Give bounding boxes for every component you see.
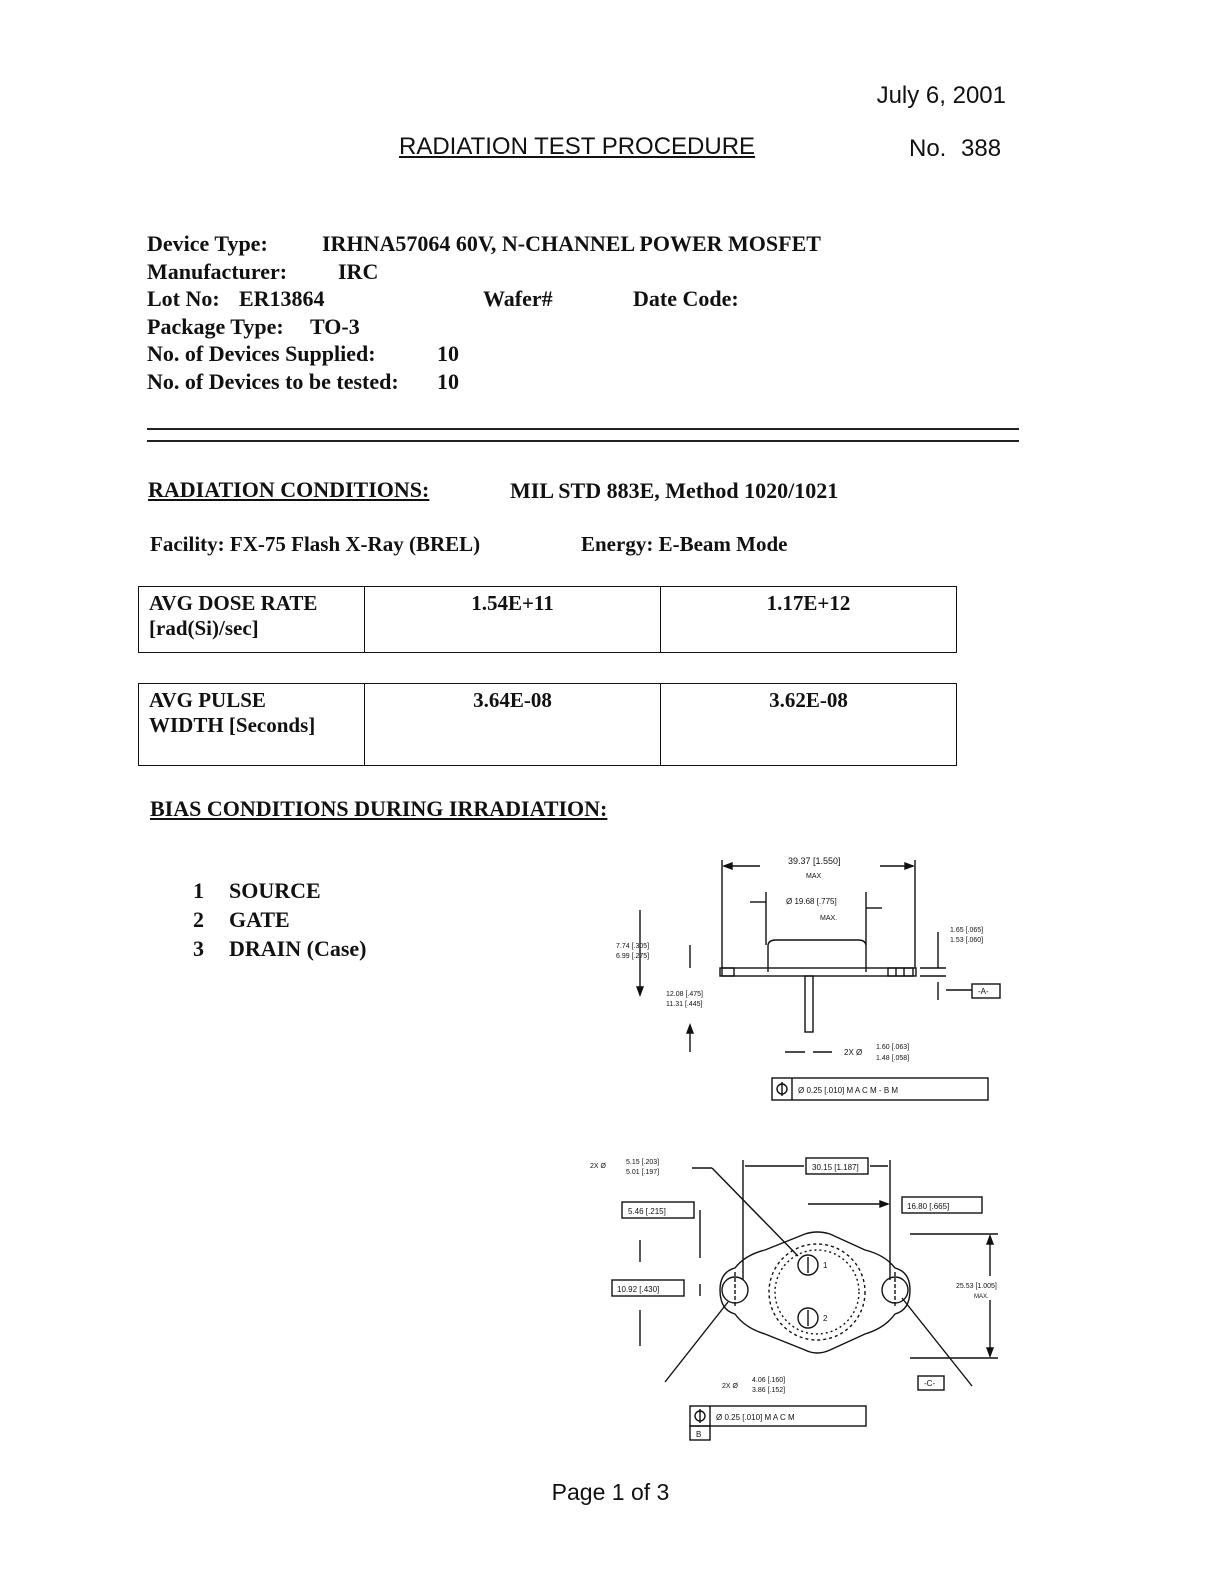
dim-pin-prefix: 2X Ø bbox=[844, 1048, 863, 1057]
lot-value: ER13864 bbox=[239, 286, 325, 311]
supplied-label: No. of Devices Supplied: bbox=[147, 341, 376, 366]
pulse-width-table bbox=[138, 683, 957, 766]
package-value: TO-3 bbox=[310, 313, 360, 339]
dim-pin-b: 1.48 [.058] bbox=[876, 1055, 910, 1062]
dim-width-text: 39.37 [1.550] bbox=[788, 856, 841, 866]
dim-height: 25.53 [1.005] bbox=[956, 1283, 997, 1290]
package-side-view-drawing bbox=[600, 850, 1020, 1110]
datum-c-label: -C- bbox=[924, 1379, 936, 1388]
pin-item-source bbox=[193, 876, 366, 905]
mount-dim-a: 4.06 [.160] bbox=[752, 1377, 786, 1384]
dose-rate-label-line1: AVG DOSE RATE bbox=[149, 591, 318, 615]
separator-rule bbox=[147, 428, 1019, 442]
pulse-width-label-line1: AVG PULSE bbox=[149, 688, 266, 712]
pin-number: 2 bbox=[193, 907, 204, 932]
dim-height-a: 7.74 [.305] bbox=[616, 943, 650, 950]
dim-height-note: MAX. bbox=[974, 1294, 989, 1300]
datum-b-label: B bbox=[696, 1430, 702, 1439]
pin-name: SOURCE bbox=[229, 878, 321, 903]
dim-lead-b: 11.31 [.445] bbox=[666, 1001, 703, 1008]
dose-rate-label bbox=[139, 587, 365, 653]
dim-flange-b: 1.53 [.060] bbox=[950, 937, 984, 944]
date-code-label: Date Code: bbox=[633, 286, 739, 311]
pin1-label: 1 bbox=[823, 1261, 828, 1270]
dim-pin-a: 1.60 [.063] bbox=[876, 1044, 910, 1051]
hole-dim-a: 5.15 [.203] bbox=[626, 1159, 660, 1166]
dose-rate-value-1: 1.54E+11 bbox=[365, 587, 661, 653]
package-top-view-drawing bbox=[580, 1150, 1030, 1450]
dim-width-note: MAX bbox=[806, 873, 822, 880]
bias-conditions-heading: BIAS CONDITIONS DURING IRRADIATION: bbox=[150, 796, 608, 821]
tested-label: No. of Devices to be tested: bbox=[147, 368, 399, 394]
tested-value: 10 bbox=[437, 368, 459, 394]
dim-height-b: 6.99 [.275] bbox=[616, 953, 650, 960]
pin-item-drain bbox=[193, 934, 366, 963]
radiation-standard: MIL STD 883E, Method 1020/1021 bbox=[510, 478, 839, 503]
page-number: Page 1 of 3 bbox=[551, 1479, 670, 1505]
device-type-label: Device Type: bbox=[147, 231, 268, 256]
dose-rate-value-2: 1.17E+12 bbox=[661, 587, 957, 653]
radiation-conditions-heading: RADIATION CONDITIONS: bbox=[148, 477, 430, 502]
side-tolerance-text: Ø 0.25 [.010] M A C M - B M bbox=[798, 1086, 899, 1095]
mount-dim-b: 3.86 [.152] bbox=[752, 1387, 786, 1394]
hole-prefix: 2X Ø bbox=[590, 1163, 606, 1170]
wafer-label: Wafer# bbox=[483, 286, 553, 311]
document-title: RADIATION TEST PROCEDURE bbox=[399, 133, 756, 160]
lot-label: Lot No: bbox=[147, 286, 220, 311]
dim-half: 16.80 [.665] bbox=[907, 1202, 950, 1211]
energy-text: Energy: E-Beam Mode bbox=[581, 532, 788, 556]
dim-spacing: 30.15 [1.187] bbox=[812, 1163, 859, 1172]
dim-flange-a: 1.65 [.065] bbox=[950, 927, 984, 934]
dose-rate-label-line2: [rad(Si)/sec] bbox=[149, 616, 259, 640]
pin-name: GATE bbox=[229, 907, 290, 932]
pulse-width-label bbox=[139, 684, 365, 766]
dim-lead-a: 12.08 [.475] bbox=[666, 991, 703, 998]
top-tolerance-text: Ø 0.25 [.010] M A C M bbox=[716, 1413, 795, 1422]
device-type-value: IRHNA57064 60V, N-CHANNEL POWER MOSFET bbox=[322, 231, 821, 256]
pulse-width-value-2: 3.62E-08 bbox=[661, 684, 957, 766]
pulse-width-value-1: 3.64E-08 bbox=[365, 684, 661, 766]
supplied-value: 10 bbox=[437, 341, 459, 366]
procedure-number: No. 388 bbox=[909, 135, 1002, 162]
pin2-label: 2 bbox=[823, 1314, 828, 1323]
pulse-width-label-line2: WIDTH [Seconds] bbox=[149, 713, 316, 737]
mount-prefix: 2X Ø bbox=[722, 1383, 738, 1390]
dim-cap-text: Ø 19.68 [.775] bbox=[786, 897, 837, 906]
pin-item-gate bbox=[193, 905, 366, 934]
pin-number: 3 bbox=[193, 936, 204, 961]
datum-a-label: -A- bbox=[978, 987, 989, 996]
hole-dim-b: 5.01 [.197] bbox=[626, 1169, 660, 1176]
dose-rate-table bbox=[138, 586, 957, 653]
manufacturer-value: IRC bbox=[338, 258, 379, 284]
facility-text: Facility: FX-75 Flash X-Ray (BREL) bbox=[150, 532, 481, 556]
dim-pins: 10.92 [.430] bbox=[617, 1285, 660, 1294]
package-label: Package Type: bbox=[147, 313, 284, 339]
dim-offset: 5.46 [.215] bbox=[628, 1207, 666, 1216]
pin-number: 1 bbox=[193, 878, 204, 903]
pin-name: DRAIN (Case) bbox=[229, 936, 367, 961]
dim-cap-note: MAX. bbox=[820, 915, 838, 922]
pin-list bbox=[193, 876, 366, 963]
manufacturer-label: Manufacturer: bbox=[147, 258, 288, 284]
document-date: July 6, 2001 bbox=[876, 82, 1006, 109]
